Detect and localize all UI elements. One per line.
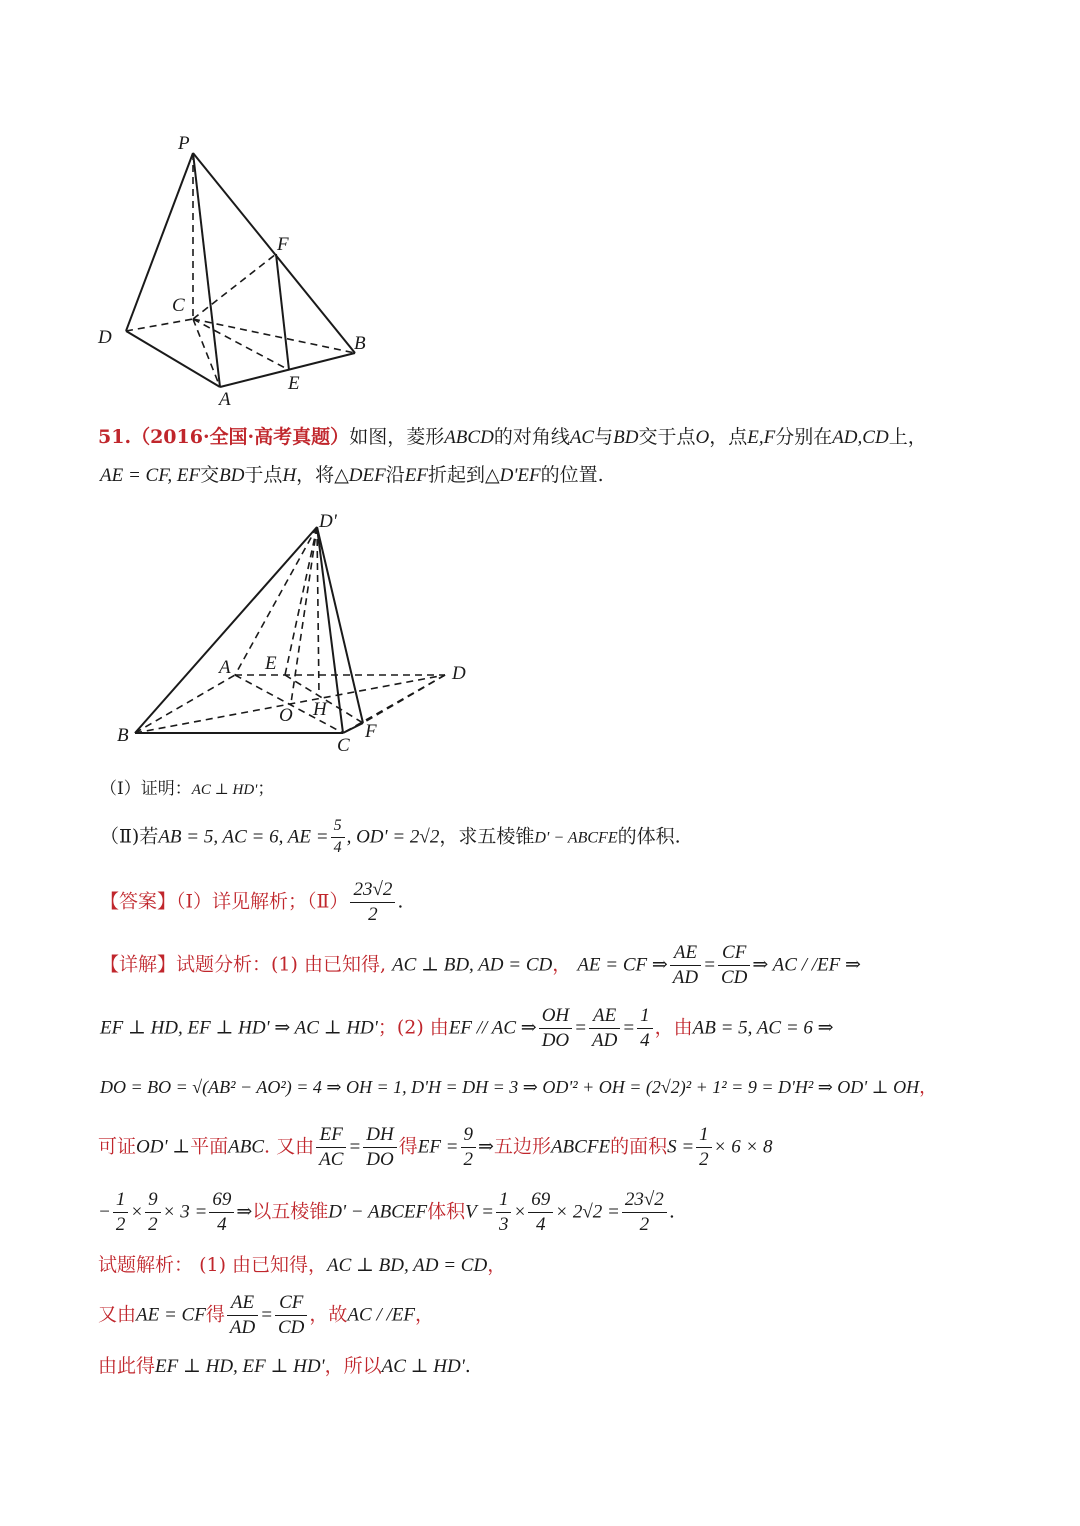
math: ⇒ xyxy=(236,1201,253,1223)
part-1 xyxy=(100,781,274,798)
fraction: $\frac{9}{2}$ xyxy=(461,1125,477,1170)
problem-source: （2016·全国·高考真题） xyxy=(131,426,350,448)
stem-text: 如图，菱形 xyxy=(349,426,445,448)
solution-line-3 xyxy=(98,1357,471,1376)
stem-text: 于点 xyxy=(244,464,283,486)
text: 得 xyxy=(398,1135,418,1158)
label-H: H xyxy=(313,699,327,720)
text: 试题分析：(1) 由已知得, xyxy=(176,953,387,976)
math: BD xyxy=(219,465,245,486)
text: 平面 xyxy=(190,1135,229,1158)
text: ，由 xyxy=(654,1016,693,1039)
math: AC ⊥ HD' xyxy=(381,1356,465,1377)
math: AB = 5, AC = 6 ⇒ xyxy=(692,1017,834,1039)
problem-line-1 xyxy=(98,428,927,447)
label-F: F xyxy=(277,234,289,255)
math: AC / /EF xyxy=(347,1304,415,1326)
label-O: O xyxy=(279,705,293,726)
fraction: $\frac{69}{4}$ xyxy=(528,1190,553,1235)
math: △DEF xyxy=(334,465,386,486)
text: 体积 xyxy=(427,1200,466,1223)
fraction: $\frac{5}{4}$ xyxy=(331,818,345,857)
math: EF xyxy=(404,465,428,486)
stem-text: 交于点 xyxy=(638,426,696,448)
text: (1) 由已知得， xyxy=(199,1254,328,1276)
label-D: D xyxy=(452,663,466,684)
problem-line-2 xyxy=(100,466,604,485)
label-F: F xyxy=(365,721,377,742)
edge-DA xyxy=(126,331,220,387)
math: ABCD xyxy=(444,427,494,448)
edge-DpH xyxy=(317,527,319,695)
pyramid-figure xyxy=(90,125,390,415)
text: 五边形 xyxy=(493,1135,551,1158)
stem-text: ，求五棱锥 xyxy=(439,825,535,848)
fraction: $\frac{CF}{CD}$ xyxy=(718,943,750,988)
part-label: （Ⅰ）证明： xyxy=(100,779,192,799)
math: , OD' = 2√2 xyxy=(346,826,440,848)
math: EF ⊥ HD, EF ⊥ HD' ⇒ AC ⊥ HD' xyxy=(100,1017,378,1039)
math: AE = CF, EF xyxy=(100,465,201,486)
text: 的面积 xyxy=(610,1135,668,1158)
math: × xyxy=(513,1201,527,1223)
math: AC ⊥ HD' xyxy=(191,782,258,798)
text: ， xyxy=(552,953,572,976)
math: ABC xyxy=(228,1136,265,1158)
detail-line-4: 可证OD' ⊥平面ABC. 又由 $\frac{EF}{AC}$ = $\frac{DH}{DO}$ 得EF = $\frac{9}{2}$ ⇒五边形ABCFE的面积S = $\frac{1}{2}$ × 6 × 8 xyxy=(98,1124,773,1170)
edge-DpB xyxy=(135,527,317,733)
label-C: C xyxy=(172,295,185,316)
answer-line xyxy=(100,880,403,925)
math: AC ⊥ BD, AD = CD xyxy=(392,954,553,976)
edge-FE xyxy=(276,254,289,370)
edge-PB xyxy=(193,153,355,353)
punct: . xyxy=(397,890,404,913)
edge-DpE xyxy=(285,527,317,675)
text: 可证 xyxy=(98,1135,137,1158)
punct: ， xyxy=(919,1077,938,1098)
text: 得 xyxy=(205,1303,225,1326)
edge-CE xyxy=(193,319,289,370)
math: EF // AC ⇒ xyxy=(448,1017,537,1039)
detail-tag: 【详解】 xyxy=(100,953,177,976)
math: AE = CF ⇒ xyxy=(577,954,668,976)
stem-text: 的体积. xyxy=(617,825,681,848)
math: AB = 5, AC = 6, AE = xyxy=(158,826,329,848)
fraction: $\frac{EF}{AC}$ xyxy=(316,1125,346,1170)
fraction: $\frac{AE}{AD}$ xyxy=(670,943,701,988)
punct: . xyxy=(464,1355,471,1377)
stem-text: 与 xyxy=(594,426,614,448)
math: × 6 × 8 xyxy=(713,1136,773,1158)
math: E,F xyxy=(747,427,776,448)
edge-DF xyxy=(363,675,445,723)
math: OD' ⊥ xyxy=(136,1136,191,1158)
label-A: A xyxy=(219,657,231,678)
solution-line-1 xyxy=(98,1256,506,1275)
math: ABCFE xyxy=(550,1136,611,1158)
math: AC xyxy=(569,427,595,448)
label-A: A xyxy=(219,389,231,410)
folded-pyramid-figure xyxy=(105,505,485,755)
answer-tag: 【答案】 xyxy=(100,890,177,913)
text: 由此得 xyxy=(98,1355,156,1377)
math: ⇒ AC / /EF ⇒ xyxy=(752,954,861,976)
fraction: $\frac{1}{2}$ xyxy=(113,1190,129,1235)
math: − xyxy=(98,1201,111,1223)
stem-text: 沿 xyxy=(385,464,405,486)
stem-text: 交 xyxy=(200,464,220,486)
stem-text: 的位置. xyxy=(540,464,604,486)
text: 试题解析： xyxy=(98,1254,194,1276)
stem-text: ，将 xyxy=(296,464,335,486)
math: V = xyxy=(465,1201,494,1223)
label-E: E xyxy=(265,653,277,674)
math: AE = CF xyxy=(136,1304,206,1326)
label-C: C xyxy=(337,735,350,755)
text: 又由 xyxy=(98,1303,137,1326)
detail-line-1 xyxy=(100,943,861,988)
fraction: $\frac{1}{4}$ xyxy=(637,1006,653,1051)
stem-text: 分别在 xyxy=(775,426,833,448)
stem-text: 折起到 xyxy=(427,464,485,486)
text: ；(2) 由 xyxy=(377,1016,449,1039)
part-2 xyxy=(100,818,681,857)
fraction: $\frac{1}{3}$ xyxy=(496,1190,512,1235)
math: H xyxy=(282,465,297,486)
answer-fraction: $\frac{23√2}{2}$ xyxy=(350,880,395,925)
fraction: $\frac{9}{2}$ xyxy=(145,1190,161,1235)
stem-text: ，点 xyxy=(709,426,748,448)
math: BD xyxy=(613,427,639,448)
punct: ； xyxy=(257,779,275,799)
math: EF ⊥ HD, EF ⊥ HD' xyxy=(155,1356,325,1377)
solution-line-2: 又由AE = CF得 $\frac{AE}{AD}$ = $\frac{CF}{CD}$ ，故AC / /EF， xyxy=(98,1292,434,1338)
part-label: （Ⅱ)若 xyxy=(100,825,159,848)
text: ，所以 xyxy=(324,1355,382,1377)
edge-PA xyxy=(193,153,220,387)
detail-line-3 xyxy=(100,1078,937,1097)
text: . 又由 xyxy=(264,1135,315,1158)
fraction: $\frac{OH}{DO}$ xyxy=(539,1006,572,1051)
math: = xyxy=(703,954,716,976)
math: EF = xyxy=(417,1136,459,1158)
math: D' − ABCEF xyxy=(328,1201,428,1223)
edge-DC xyxy=(126,319,193,331)
text: ，故 xyxy=(309,1303,348,1326)
problem-number: 51. xyxy=(98,426,132,448)
math: D' − ABCFE xyxy=(534,829,618,847)
detail-line-2: EF ⊥ HD, EF ⊥ HD' ⇒ AC ⊥ HD'；(2) 由EF // AC ⇒ $\frac{OH}{DO}$ = $\frac{AE}{AD}$ = $\frac{1}{4}$ ，由AB = 5, AC = 6 ⇒ xyxy=(100,1005,834,1051)
math: AC ⊥ BD, AD = CD xyxy=(327,1255,488,1276)
punct: . xyxy=(668,1200,675,1223)
edge-DpF xyxy=(317,527,363,723)
label-E: E xyxy=(288,373,300,394)
math: O xyxy=(695,427,710,448)
fraction: $\frac{CF}{CD}$ xyxy=(275,1293,307,1338)
punct: ， xyxy=(487,1254,507,1276)
label-B: B xyxy=(354,333,366,354)
answer-text: （Ⅰ）详见解析；（Ⅱ） xyxy=(176,890,349,913)
fraction: $\frac{DH}{DO}$ xyxy=(363,1125,396,1170)
detail-line-5 xyxy=(98,1190,675,1235)
stem-text: 的对角线 xyxy=(493,426,570,448)
math: × 2√2 = xyxy=(555,1201,620,1223)
math: × 3 = xyxy=(162,1201,208,1223)
fraction: $\frac{23√2}{2}$ xyxy=(622,1190,667,1235)
math: S = xyxy=(667,1136,695,1158)
text: 以五棱锥 xyxy=(252,1200,329,1223)
label-D: D xyxy=(98,327,112,348)
fraction: $\frac{AE}{AD}$ xyxy=(227,1293,258,1338)
math: × xyxy=(130,1201,144,1223)
fraction: $\frac{69}{4}$ xyxy=(209,1190,234,1235)
math: DO = BO = √(AB² − AO²) = 4 ⇒ OH = 1, D'H = DH = 3 ⇒ OD'² + OH = (2√2)² + 1² = 9 = D'H² ⇒ OD' ⊥ OH xyxy=(100,1077,920,1097)
fraction: $\frac{1}{2}$ xyxy=(696,1125,712,1170)
math: △D'EF xyxy=(484,465,541,486)
math: ⇒ xyxy=(478,1136,494,1158)
punct: ， xyxy=(414,1303,434,1326)
label-P: P xyxy=(178,133,190,154)
label-B: B xyxy=(117,725,129,746)
stem-text: 上， xyxy=(888,426,927,448)
math: AD,CD xyxy=(832,427,889,448)
fraction: $\frac{AE}{AD}$ xyxy=(589,1006,620,1051)
label-D-prime: D' xyxy=(319,511,337,532)
